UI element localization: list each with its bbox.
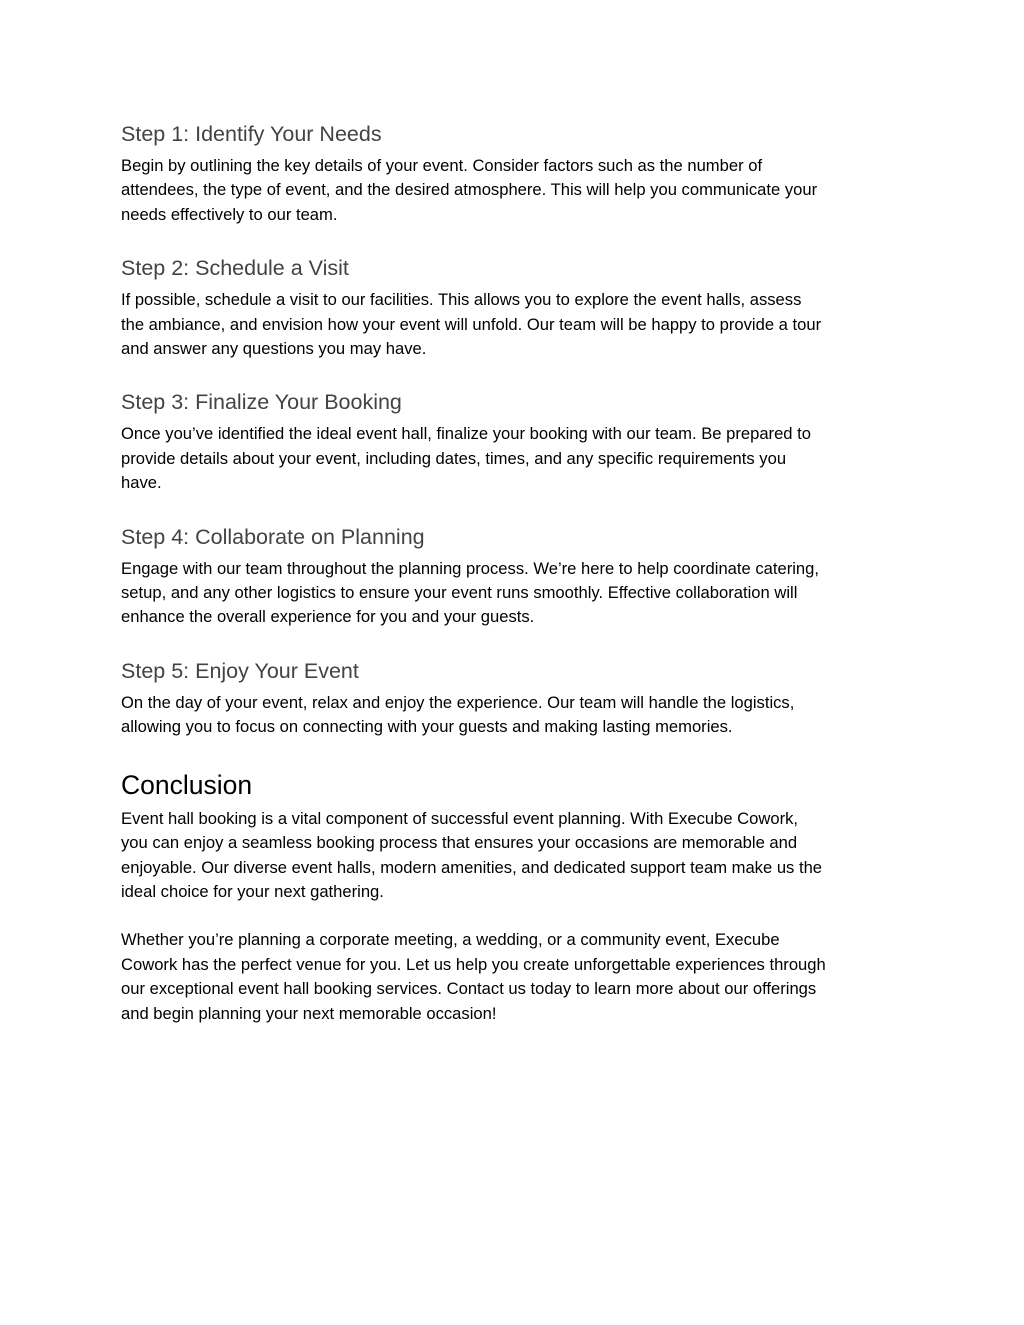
paragraph-line: On the day of your event, relax and enjoy the experience. Our team will handle the logistics,	[121, 692, 795, 712]
paragraph-line: allowing you to focus on connecting with your guests and making lasting memories.	[121, 717, 733, 737]
paragraph-line: Whether you’re planning a corporate meeting, a wedding, or a community event, Execube	[121, 930, 780, 950]
paragraph-line: provide details about your event, including dates, times, and any specific requirements you	[121, 448, 787, 468]
paragraph-line: enjoyable. Our diverse event halls, modern amenities, and dedicated support team make us the	[121, 857, 823, 877]
step-4-section	[121, 521, 911, 630]
paragraph-line: ideal choice for your next gathering.	[121, 881, 384, 901]
paragraph-line: Begin by outlining the key details of your event. Consider factors such as the number of	[121, 156, 763, 175]
paragraph-line: you can enjoy a seamless booking process that ensures your occasions are memorable and	[121, 833, 798, 853]
step-1-paragraph	[121, 154, 911, 227]
document-page	[121, 118, 911, 1026]
conclusion-section	[121, 765, 911, 1026]
paragraph-line: Engage with our team throughout the planning process. We’re here to help coordinate catering,	[121, 558, 819, 578]
step-2-heading: Step 2: Schedule a Visit	[121, 256, 349, 281]
step-5-section	[121, 655, 911, 740]
step-3-paragraph	[121, 422, 911, 495]
paragraph-line: Once you’ve identified the ideal event hall, finalize your booking with our team. Be prepared to	[121, 424, 811, 444]
paragraph-line: and begin planning your next memorable occasion!	[121, 1003, 497, 1023]
step-2-paragraph	[121, 288, 911, 361]
step-3-heading: Step 3: Finalize Your Booking	[121, 390, 402, 415]
conclusion-paragraph-1	[121, 807, 911, 905]
paragraph-line: and answer any questions you may have.	[121, 339, 427, 359]
paragraph-line: have.	[121, 473, 162, 493]
paragraph-line: setup, and any other logistics to ensure your event runs smoothly. Effective collaboration will	[121, 583, 798, 603]
step-2-section	[121, 252, 911, 361]
paragraph-line: needs effectively to our team.	[121, 204, 338, 224]
step-4-paragraph	[121, 557, 911, 630]
paragraph-line: Event hall booking is a vital component of successful event planning. With Execube Cowork,	[121, 808, 799, 828]
step-4-heading: Step 4: Collaborate on Planning	[121, 524, 425, 549]
step-1-section	[121, 118, 911, 227]
paragraph-line: Cowork has the perfect venue for you. Let us help you create unforgettable experiences through	[121, 954, 826, 974]
paragraph-line: the ambiance, and envision how your event will unfold. Our team will be happy to provide a tour	[121, 314, 822, 334]
paragraph-line: If possible, schedule a visit to our facilities. This allows you to explore the event halls, assess	[121, 290, 802, 310]
step-5-paragraph	[121, 691, 911, 740]
step-1-heading: Step 1: Identify Your Needs	[121, 122, 382, 146]
conclusion-heading: Conclusion	[121, 769, 253, 800]
conclusion-paragraph-2	[121, 928, 911, 1026]
paragraph-line: our exceptional event hall booking services. Contact us today to learn more about our offerings	[121, 979, 817, 999]
step-3-section	[121, 386, 911, 495]
paragraph-line: enhance the overall experience for you and your guests.	[121, 607, 535, 627]
paragraph-line: attendees, the type of event, and the desired atmosphere. This will help you communicate your	[121, 180, 818, 200]
step-5-heading: Step 5: Enjoy Your Event	[121, 658, 359, 683]
